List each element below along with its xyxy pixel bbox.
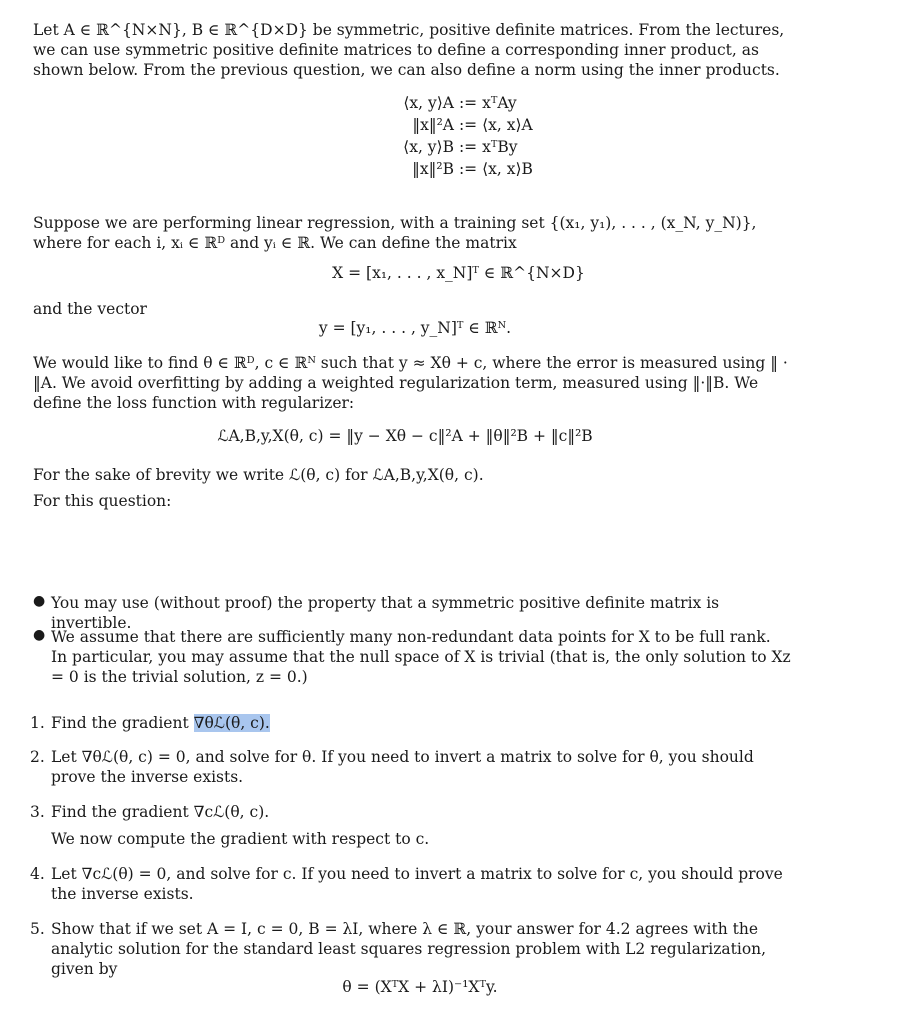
bullet-icon: ● (33, 627, 46, 643)
highlighted-gradient: ∇θℒ(θ, c). (193, 714, 270, 732)
question-item-2: Let ∇θℒ(θ, c) = 0, and solve for θ. If you need to invert a matrix to solve for θ, you should prove the inverse exists. (51, 748, 754, 786)
item-number: 3. (30, 803, 45, 821)
item-number: 4. (30, 865, 45, 883)
question-item-5: Show that if we set A = I, c = 0, B = λI, where λ ∈ ℝ, your answer for 4.2 agrees with the analytic solution for the standard least squares regression problem with L2 regularization, given by (51, 920, 767, 978)
eq-lhs: ⟨x, y⟩B (403, 138, 454, 156)
eq-rhs: := ⟨x, x⟩A (458, 116, 533, 134)
eq-rhs: := ⟨x, x⟩B (458, 160, 533, 178)
intro-paragraph: Let A ∈ ℝ^{N×N}, B ∈ ℝ^{D×D} be symmetric, positive definite matrices. From the lectures, we can use symmetric positive definite matrices to define a corresponding inner product, as shown below. From the previous question, we can also define a norm using the inner products. (33, 21, 785, 79)
item-number: 5. (30, 920, 45, 938)
eq-lhs: ⟨x, y⟩A (403, 94, 454, 112)
assumption-bullet: You may use (without proof) the property that a symmetric positive definite matrix is invertible. (51, 594, 720, 632)
eq-lhs: ‖x‖²B (412, 160, 454, 178)
assumption-bullet: We assume that there are sufficiently many non-redundant data points for X to be full rank. In particular, you may assume that the null space of X is trivial (that is, the only solution to Xz = 0 is the trivial solution, z = 0.) (51, 628, 791, 686)
question-item-1 (51, 713, 791, 733)
item-number: 1. (30, 714, 45, 732)
question-item-3-note: We now compute the gradient with respect to c. (51, 830, 430, 848)
item-text: Find the gradient (51, 714, 194, 732)
final-equation: θ = (XᵀX + λI)⁻¹Xᵀy. (342, 978, 498, 996)
vector-definition: y = [y₁, . . . , y_N]ᵀ ∈ ℝᴺ. (318, 319, 512, 337)
question-item-4: Let ∇cℒ(θ) = 0, and solve for c. If you need to invert a matrix to solve for c, you should prove the inverse exists. (51, 865, 783, 903)
matrix-definition: X = [x₁, . . . , x_N]ᵀ ∈ ℝ^{N×D} (332, 264, 585, 282)
regression-paragraph: Suppose we are performing linear regression, with a training set {(x₁, y₁), . . . , (x_N, y_N)}, where for each i, xᵢ ∈ ℝᴰ and yᵢ ∈ ℝ. We can define the matrix (33, 214, 757, 252)
objective-paragraph: We would like to find θ ∈ ℝᴰ, c ∈ ℝᴺ such that y ≈ Xθ + c, where the error is measured using ‖ · ‖A. We avoid overfitting by adding a weighted regularization term, measured using ‖·‖B. We define the loss function with regularizer: (33, 354, 788, 412)
eq-lhs: ‖x‖²A (412, 116, 454, 134)
bullet-icon: ● (33, 593, 46, 609)
and-vector-text: and the vector (33, 300, 147, 318)
inner-product-definitions (0, 93, 917, 181)
brevity-text: For the sake of brevity we write ℒ(θ, c) for ℒA,B,y,X(θ, c). (33, 466, 484, 484)
for-question-text: For this question: (33, 492, 172, 510)
eq-rhs: := xᵀBy (458, 138, 518, 156)
question-item-3: Find the gradient ∇cℒ(θ, c). (51, 803, 270, 821)
loss-definition: ℒA,B,y,X(θ, c) = ‖y − Xθ − c‖²A + ‖θ‖²B + ‖c‖²B (217, 427, 593, 445)
item-number: 2. (30, 748, 45, 766)
eq-rhs: := xᵀAy (458, 94, 517, 112)
